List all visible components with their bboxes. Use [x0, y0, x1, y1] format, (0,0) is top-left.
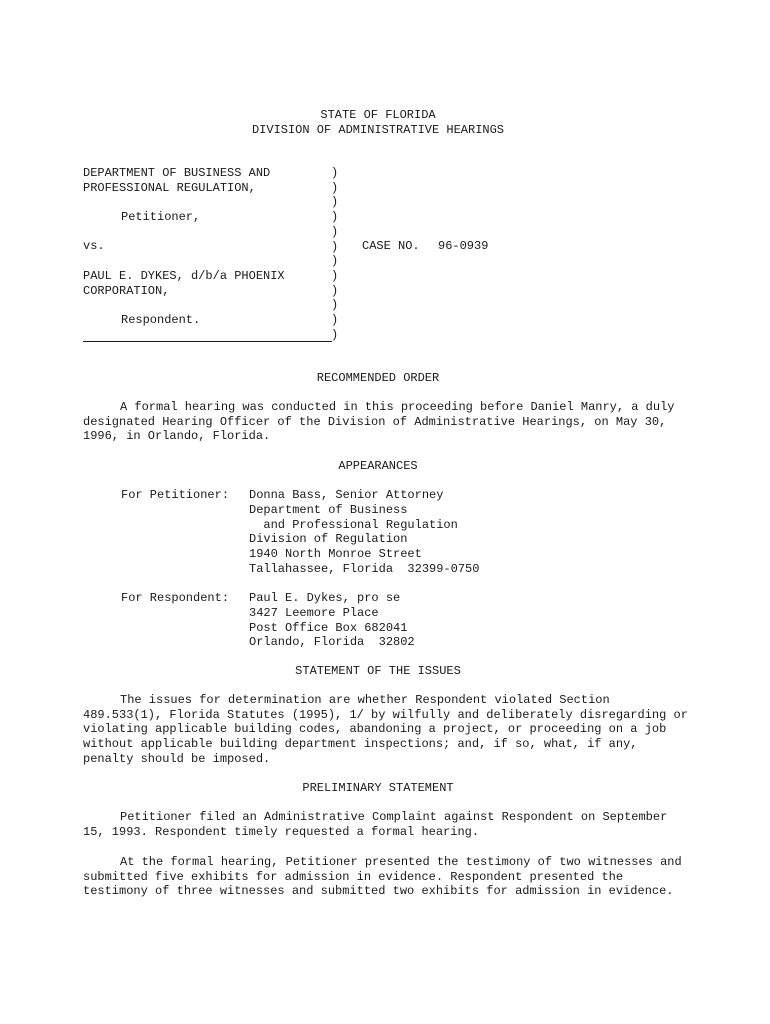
respondent-counsel-line: Orlando, Florida 32802	[249, 635, 415, 649]
header-division: DIVISION OF ADMINISTRATIVE HEARINGS	[251, 123, 505, 137]
respondent-counsel-line: Paul E. Dykes, pro se	[249, 591, 401, 605]
issues-paragraph: The issues for determination are whether Respondent violated Section 489.533(1), Florida Statutes (1995), 1/ by wilfully and deliberately disregarding or violating applicable building codes, abandoning a project, or proceeding on a job without applicable building department inspections; and, if so, what, if any, penalty should be imposed.	[83, 693, 688, 766]
preliminary-paragraph-1: Petitioner filed an Administrative Complaint against Respondent on September 15, 1993. Respondent timely requested a formal hearing.	[83, 810, 668, 839]
issues-heading: STATEMENT OF THE ISSUES	[295, 664, 461, 678]
caption-petitioner-line1: DEPARTMENT OF BUSINESS AND	[83, 166, 271, 180]
case-number: 96-0939	[438, 239, 489, 253]
preliminary-heading: PRELIMINARY STATEMENT	[302, 781, 454, 795]
order-title: RECOMMENDED ORDER	[316, 371, 440, 385]
petitioner-counsel-line: Donna Bass, Senior Attorney	[249, 488, 444, 502]
header-state: STATE OF FLORIDA	[320, 108, 436, 122]
caption-respondent-line1: PAUL E. DYKES, d/b/a PHOENIX	[83, 269, 285, 283]
petitioner-counsel-label: For Petitioner:	[121, 488, 230, 502]
caption-underline	[83, 341, 332, 342]
petitioner-counsel-line: Department of Business	[249, 503, 408, 517]
caption-petitioner-line2: PROFESSIONAL REGULATION,	[83, 181, 256, 195]
petitioner-counsel-line: Tallahassee, Florida 32399-0750	[249, 562, 480, 576]
petitioner-counsel-line: Division of Regulation	[249, 532, 408, 546]
case-number-label: CASE NO.	[362, 239, 420, 253]
caption-respondent-role: Respondent.	[121, 313, 201, 327]
appearances-heading: APPEARANCES	[338, 459, 418, 473]
respondent-counsel-line: 3427 Leemore Place	[249, 606, 379, 620]
preliminary-paragraph-2: At the formal hearing, Petitioner presented the testimony of two witnesses and submitted five exhibits for admission in evidence. Respondent presented the testimony of three witnesses and submitted two exhibits for admission in evidence.	[83, 855, 682, 899]
respondent-counsel-line: Post Office Box 682041	[249, 621, 408, 635]
caption-respondent-line2: CORPORATION,	[83, 284, 170, 298]
caption-paren-column: ) ) ) ) ) ) ) ) ) ) ) )	[331, 166, 339, 342]
respondent-counsel-label: For Respondent:	[121, 591, 230, 605]
caption-versus: vs.	[83, 239, 105, 253]
intro-paragraph: A formal hearing was conducted in this proceeding before Daniel Manry, a duly designated Hearing Officer of the Division of Administrative Hearings, on May 30, 1996, in Orlando, Florida.	[83, 400, 675, 444]
petitioner-counsel-line: and Professional Regulation	[249, 518, 458, 532]
caption-petitioner-role: Petitioner,	[121, 210, 201, 224]
petitioner-counsel-line: 1940 North Monroe Street	[249, 547, 422, 561]
